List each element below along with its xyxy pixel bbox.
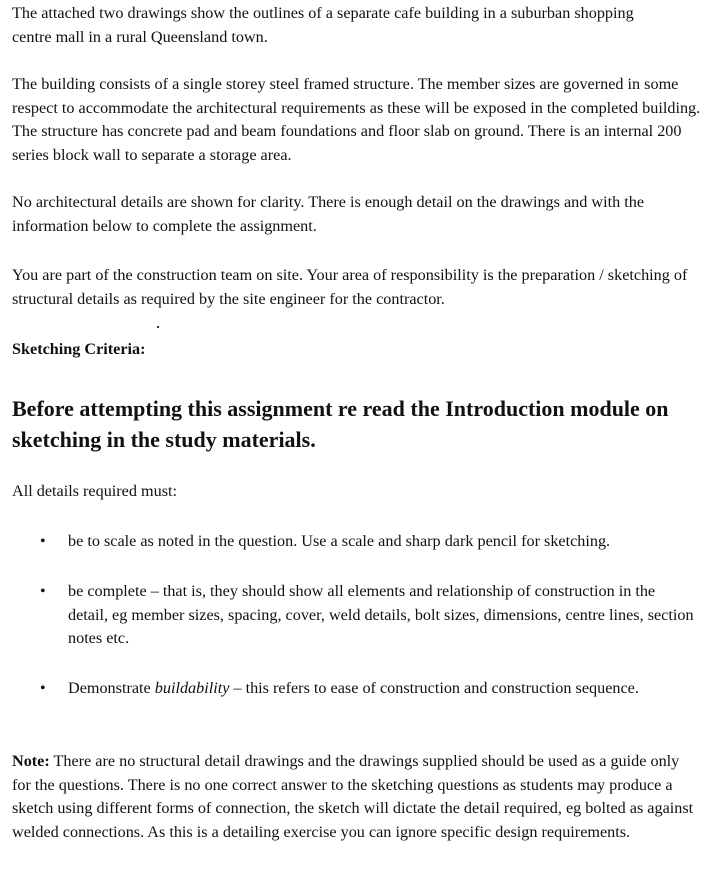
bullet-mark: • (40, 583, 46, 600)
intro-paragraph-1: The attached two drawings show the outlines of a separate cafe building in a suburban shopping centre mall in a rural Queensland town. (12, 4, 634, 46)
note-label: Note: (12, 752, 50, 770)
note-paragraph (12, 750, 700, 844)
warning-heading: Before attempting this assignment re read the Introduction module on sketching in the study materials. (12, 396, 669, 452)
criteria-lead-text: All details required must: (12, 482, 177, 500)
bullet-text (68, 677, 668, 701)
bullet-text: be complete – that is, they should show all elements and relationship of construction in the detail, eg member sizes, spacing, cover, weld details, bolt sizes, dimensions, centre lines, section notes etc. (68, 582, 694, 648)
bullet-text: be to scale as noted in the question. Use a scale and sharp dark pencil for sketching. (68, 532, 611, 550)
intro-paragraph-2: The building consists of a single storey steel framed structure. The member sizes are governed in some respect to accommodate the architectural requirements as these will be exposed in the completed building. The structure has concrete pad and beam foundations and floor slab on ground. There is an internal 200 series block wall to separate a storage area. (12, 75, 701, 164)
buildability-term: buildability (154, 679, 230, 697)
bullet-mark: • (40, 680, 46, 697)
intro-paragraph-4: You are part of the construction team on site. Your area of responsibility is the preparation / sketching of structural details as required by the site engineer for the contractor. (12, 266, 688, 308)
bullet-mark: • (40, 533, 46, 550)
note-text: There are no structural detail drawings and the drawings supplied should be used as a guide only for the questions. There is no one correct answer to the sketching questions as students may produce a sketch using different forms of connection, the sketch will dictate the detail required, eg bolted as against welded connections. As this is a detailing exercise you can ignore specific design requirements. (12, 752, 694, 841)
bullet-3-pre: Demonstrate (68, 679, 155, 697)
intro-paragraph-3: No architectural details are shown for clarity. There is enough detail on the drawings and with the information below to complete the assignment. (12, 193, 645, 235)
stray-dot (157, 326, 159, 328)
bullet-3-post: – this refers to ease of construction and construction sequence. (229, 679, 639, 697)
sketching-criteria-heading: Sketching Criteria: (12, 340, 146, 358)
